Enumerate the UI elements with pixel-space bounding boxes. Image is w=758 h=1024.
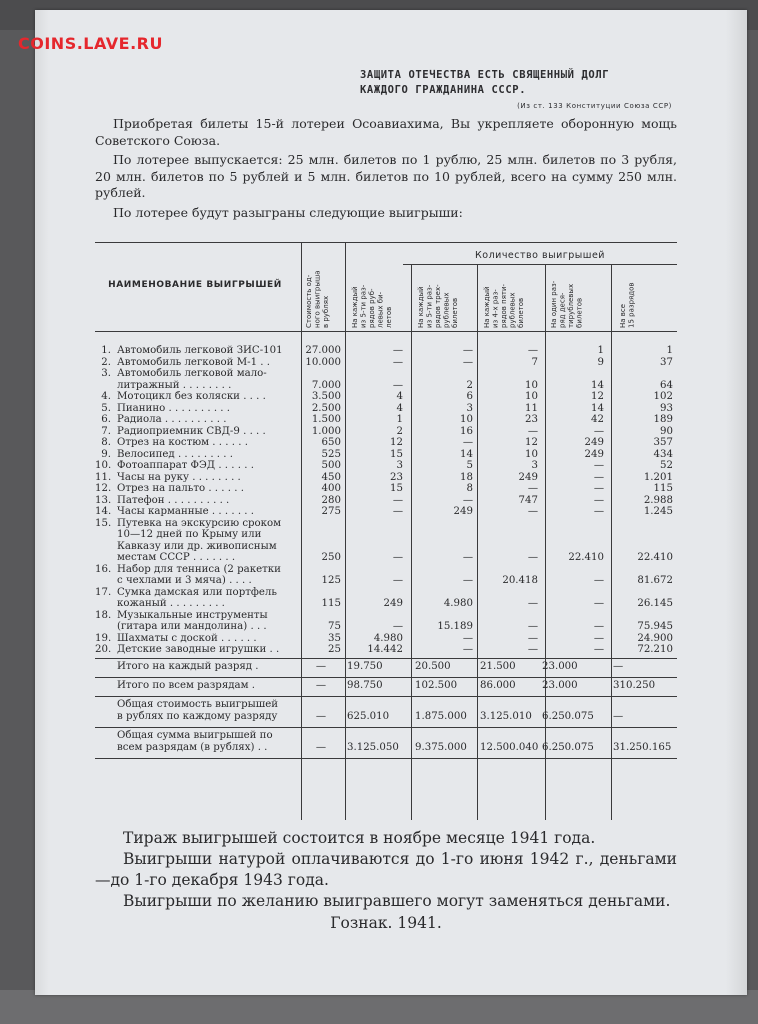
prize-count: 4.980	[373, 632, 403, 644]
prize-count: —	[462, 644, 473, 655]
prize-count-header: Количество выигрышей	[475, 250, 605, 261]
totals-top-rule	[95, 658, 677, 659]
prize-count: —	[593, 598, 604, 609]
prize-number: 8.	[101, 437, 111, 448]
total-row	[95, 730, 677, 757]
prize-row-line	[95, 621, 677, 633]
prize-number: 13.	[95, 494, 112, 506]
prize-row-line	[95, 529, 677, 541]
prize-count: 249	[584, 437, 604, 448]
total-value: 19.750	[347, 660, 383, 672]
prize-count: —	[527, 552, 538, 563]
prize-name: Радиола . . . . . . . . . .	[117, 414, 227, 425]
prize-cost: 75	[328, 621, 341, 632]
prize-row-line	[95, 380, 677, 392]
prize-count: 189	[653, 414, 673, 425]
prize-number: 3.	[101, 368, 111, 379]
prize-row-line	[95, 391, 677, 403]
count-subheader-2: На каждый из 5-ти раз- рядов трех- рублевых билетов	[417, 284, 459, 328]
prize-count: 1	[666, 345, 673, 356]
prize-number: 19.	[95, 632, 112, 644]
total-cost: —	[315, 660, 327, 672]
prize-cost: 525	[321, 448, 341, 460]
prize-count: —	[593, 494, 604, 506]
prize-row-line	[95, 414, 677, 426]
prize-count: 2	[466, 379, 473, 391]
prize-count: —	[593, 483, 604, 494]
prize-count: 3	[531, 460, 538, 471]
prize-count: —	[593, 575, 604, 586]
prize-row-line	[95, 368, 677, 380]
prize-count: 4	[396, 391, 403, 402]
cost-column-header: Стоимость од- ного выигрыша в рублях	[305, 270, 330, 328]
prize-count: —	[593, 644, 604, 655]
total-value: 23.000	[542, 679, 578, 691]
prize-name: кожаный . . . . . . . . .	[117, 598, 225, 609]
prize-number: 17.	[95, 586, 112, 598]
prize-cost: 35	[328, 632, 341, 644]
prize-count: 249	[453, 506, 473, 517]
prize-number: 6.	[101, 414, 111, 425]
prize-count: 14.442	[367, 644, 403, 655]
prize-count: 12	[591, 391, 604, 402]
prize-cost: 250	[321, 552, 341, 563]
prize-count: —	[462, 552, 473, 563]
prize-count: 7	[531, 356, 538, 368]
motto-source: (Из ст. 133 Конституции Союза ССР)	[517, 102, 672, 110]
total-value: 23.000	[542, 660, 578, 672]
total-value: 9.375.000	[415, 741, 467, 753]
prize-count: 1	[597, 345, 604, 356]
prize-cost: 500	[321, 460, 341, 471]
prize-number: 7.	[101, 425, 111, 437]
draw-date-text: Тираж выигрышей состоится в ноябре месяце 1941 года.	[123, 829, 596, 847]
prize-count: —	[392, 356, 403, 368]
prize-name: Велосипед . . . . . . . . .	[117, 448, 233, 460]
prize-name: Мотоцикл без коляски . . . .	[117, 391, 266, 402]
prize-name: Часы на руку . . . . . . . .	[117, 471, 241, 483]
prize-count: 10	[525, 379, 538, 391]
prize-count: 1.245	[643, 506, 673, 517]
background-bottom	[0, 990, 758, 1024]
prize-row-line	[95, 564, 677, 576]
prize-cost: 275	[321, 506, 341, 517]
prize-row-line	[95, 552, 677, 564]
count-subheader-3: На каждый из 4-х раз- рядов пяти- рублевых билетов	[483, 283, 525, 328]
payout-terms-text: Выигрыши натурой оплачиваются до 1-го июня 1942 г., деньгами—до 1-го декабря 1943 года.	[95, 850, 677, 889]
prize-count: 12	[525, 437, 538, 448]
prize-row-line	[95, 644, 677, 656]
prize-name: 10—12 дней по Крыму или	[117, 529, 262, 540]
prize-row-line	[95, 449, 677, 461]
prize-name: Автомобиль легковой мало-	[117, 368, 267, 379]
prize-count: —	[593, 621, 604, 632]
prize-count: 24.900	[637, 632, 673, 644]
total-value: 86.000	[480, 679, 516, 691]
count-subheader-5: На все 15 разрядов	[619, 282, 636, 328]
prize-count: —	[392, 494, 403, 506]
prize-count: 2	[396, 425, 403, 437]
prize-count: 37	[660, 356, 673, 368]
prize-count: —	[527, 644, 538, 655]
prize-count: 10	[460, 414, 473, 425]
prize-number: 10.	[95, 460, 112, 471]
total-value: 20.500	[415, 660, 451, 672]
prize-count: —	[392, 575, 403, 586]
prize-count: —	[527, 425, 538, 437]
printer-imprint: Гознак. 1941.	[330, 914, 442, 932]
prize-row-line	[95, 598, 677, 610]
prize-name: Часы карманные . . . . . . .	[117, 506, 255, 517]
total-value: 21.500	[480, 660, 516, 672]
prize-cost: 3.500	[311, 391, 341, 402]
total-row	[95, 661, 677, 676]
prize-cost: 1.000	[311, 425, 341, 437]
prize-cost: 125	[321, 575, 341, 586]
prize-count: 20.418	[502, 575, 538, 586]
prize-name: Патефон . . . . . . . . . .	[117, 494, 230, 506]
prize-count: 52	[660, 460, 673, 471]
prize-number: 2.	[101, 356, 111, 368]
intro-paragraph-1: Приобретая билеты 15-й лотереи Осоавиахима, Вы укрепляете оборонную мощь Советского Союза.	[95, 116, 677, 148]
prize-count: 64	[660, 379, 673, 391]
intro-paragraph-2: По лотерее выпускается: 25 млн. билетов по 1 рублю, 25 млн. билетов по 3 рубля, 20 млн. билетов по 5 рублей и 5 млн. билетов по 10 рублей, всего на сумму 250 млн. рублей.	[95, 152, 677, 200]
prize-count: —	[527, 506, 538, 517]
prize-name: Сумка дамская или портфель	[117, 586, 277, 598]
prize-count: 10	[525, 391, 538, 402]
prize-count: 18	[460, 471, 473, 483]
total-value: 625.010	[347, 710, 390, 722]
prize-name: Автомобиль легковой М-1 . .	[117, 356, 271, 368]
total-cost: —	[315, 710, 327, 722]
motto-line-1: ЗАЩИТА ОТЕЧЕСТВА ЕСТЬ СВЯЩЕННЫЙ ДОЛГ	[360, 69, 610, 81]
prize-count: 1	[396, 414, 403, 425]
header-bottom-rule	[95, 331, 677, 332]
prize-count: 72.210	[637, 644, 673, 655]
table-top-rule	[95, 242, 677, 243]
prize-count: —	[462, 632, 473, 644]
prize-name: местам СССР . . . . . . .	[117, 552, 236, 563]
total-row-rule	[95, 727, 677, 728]
prize-count: 16	[460, 425, 473, 437]
prize-count: 3	[396, 460, 403, 471]
motto-block	[360, 68, 690, 114]
prize-count: 1.201	[643, 471, 673, 483]
prize-row-line	[95, 633, 677, 645]
prize-name: Набор для тенниса (2 ракетки	[117, 563, 281, 575]
total-label: Итого на каждый разряд .	[117, 660, 259, 672]
prize-number: 5.	[101, 402, 111, 414]
prize-row-line	[95, 506, 677, 518]
prize-count: —	[392, 621, 403, 632]
total-label: Общая сумма выигрышей по всем разрядам (в рублях) . .	[117, 729, 273, 753]
prize-count: 11	[525, 402, 538, 414]
prize-name: Кавказу или др. живописным	[117, 540, 277, 552]
prize-count: 15	[390, 448, 403, 460]
prize-number: 18.	[95, 609, 112, 621]
prize-count: —	[462, 437, 473, 448]
prize-count: 249	[518, 471, 538, 483]
prize-count: 93	[660, 402, 673, 414]
prize-count: 249	[383, 598, 403, 609]
prize-count: 42	[591, 414, 604, 425]
prize-count: 81.672	[637, 575, 673, 586]
prize-count: —	[593, 632, 604, 644]
prize-row-line	[95, 403, 677, 415]
prize-count: —	[392, 379, 403, 391]
prize-count: 8	[466, 483, 473, 494]
prize-name: Детские заводные игрушки . .	[117, 644, 280, 655]
prize-cost: 7.000	[311, 379, 341, 391]
intro-text	[95, 116, 677, 221]
prize-count: 14	[591, 402, 604, 414]
intro-paragraph-3: По лотерее будут разыграны следующие выигрыши:	[113, 204, 463, 220]
prize-count: 434	[653, 448, 673, 460]
total-row	[95, 699, 677, 726]
count-subheader-1: На каждый из 5-ти раз- рядов руб- левых би- летов	[351, 284, 393, 328]
prize-number: 9.	[101, 448, 111, 460]
prize-row-line	[95, 541, 677, 553]
total-value: 98.750	[347, 679, 383, 691]
watermark: COINS.LAVE.RU	[18, 34, 163, 53]
total-value: 102.500	[415, 679, 458, 691]
prize-number: 12.	[95, 483, 112, 494]
prize-count: 14	[460, 448, 473, 460]
prize-count: 22.410	[637, 552, 673, 563]
cash-replacement-text: Выигрыши по желанию выигравшего могут заменяться деньгами.	[123, 892, 671, 910]
prize-number: 20.	[95, 644, 112, 655]
prize-count: 75.945	[637, 621, 673, 632]
prize-count: —	[462, 494, 473, 506]
total-value: 310.250	[613, 679, 656, 691]
prize-count: —	[462, 575, 473, 586]
prize-number: 14.	[95, 506, 112, 517]
prize-row-line	[95, 575, 677, 587]
prize-cost: 25	[328, 644, 341, 655]
prize-row-line	[95, 437, 677, 449]
footer-text	[95, 828, 677, 934]
total-value: 3.125.010	[480, 710, 532, 722]
prize-name: Музыкальные инструменты	[117, 609, 268, 621]
prize-count: 2.988	[643, 494, 673, 506]
prize-name: Фотоаппарат ФЭД . . . . . .	[117, 460, 254, 471]
prize-count: 23	[525, 414, 538, 425]
prize-name: Отрез на костюм . . . . . .	[117, 437, 248, 448]
total-value: —	[613, 660, 624, 672]
prize-count: 357	[653, 437, 673, 448]
prize-count: 12	[390, 437, 403, 448]
total-value: 6.250.075	[542, 710, 594, 722]
prize-count: —	[462, 345, 473, 356]
prize-cost: 650	[321, 437, 341, 448]
prize-count: 5	[466, 460, 473, 471]
prize-count: 23	[390, 471, 403, 483]
prize-count: —	[593, 471, 604, 483]
prize-number: 11.	[95, 471, 112, 483]
prize-cost: 115	[321, 598, 341, 609]
total-row-rule	[95, 758, 677, 759]
prize-count: 115	[653, 483, 673, 494]
prize-count: —	[527, 632, 538, 644]
prize-count: —	[593, 506, 604, 517]
prize-name: Отрез на пальто . . . . . .	[117, 483, 244, 494]
prize-number: 16.	[95, 563, 112, 575]
prize-cost: 450	[321, 471, 341, 483]
prize-name: Автомобиль легковой ЗИС-101	[117, 345, 283, 356]
prize-count: 747	[518, 494, 538, 506]
total-value: —	[613, 710, 624, 722]
count-subheader-4: На один раз- ряд деся- тирублевых билетов	[550, 280, 584, 328]
prize-name: Радиоприемник СВД-9 . . . .	[117, 425, 266, 437]
prize-count: 6	[466, 391, 473, 402]
prize-cost: 2.500	[311, 402, 341, 414]
prize-cost: 400	[321, 483, 341, 494]
prize-count: 4	[396, 402, 403, 414]
prize-count: 14	[591, 379, 604, 391]
total-row-rule	[95, 696, 677, 697]
prize-row-line	[95, 587, 677, 599]
total-label: Итого по всем разрядам .	[117, 679, 256, 691]
prize-count: —	[462, 356, 473, 368]
prize-count: 26.145	[637, 598, 673, 609]
prize-count: 15	[390, 483, 403, 494]
prize-row-line	[95, 345, 677, 357]
prize-cost: 10.000	[305, 356, 341, 368]
prize-count: 10	[525, 448, 538, 460]
total-value: 12.500.040	[480, 741, 539, 753]
total-row	[95, 680, 677, 695]
prize-row-line	[95, 472, 677, 484]
prize-name: Пианино . . . . . . . . . .	[117, 402, 231, 414]
motto-line-2: КАЖДОГО ГРАЖДАНИНА СССР.	[360, 84, 527, 96]
prize-number: 4.	[101, 391, 111, 402]
prize-count: 4.980	[443, 598, 473, 609]
prize-count: 90	[660, 425, 673, 437]
prize-cost: 1.500	[311, 414, 341, 425]
total-cost: —	[315, 741, 327, 753]
prize-count: 15.189	[437, 621, 473, 632]
prize-count: —	[392, 345, 403, 356]
total-row-rule	[95, 677, 677, 678]
prize-row-line	[95, 426, 677, 438]
prize-name: (гитара или мандолина) . . .	[117, 621, 267, 632]
prize-name: литражный . . . . . . . .	[117, 379, 232, 391]
total-value: 31.250.165	[613, 741, 672, 753]
prize-name: с чехлами и 3 мяча) . . . .	[117, 575, 252, 586]
prize-count: 102	[653, 391, 673, 402]
prize-row-line	[95, 357, 677, 369]
prize-row-line	[95, 483, 677, 495]
count-header-rule	[403, 264, 677, 265]
prize-count: —	[593, 425, 604, 437]
prize-count: 22.410	[568, 552, 604, 563]
total-value: 3.125.050	[347, 741, 399, 753]
total-value: 1.875.000	[415, 710, 467, 722]
prize-number: 1.	[101, 345, 111, 356]
prize-count: 249	[584, 448, 604, 460]
prize-table	[95, 242, 677, 820]
prize-row-line	[95, 610, 677, 622]
prize-count: —	[392, 506, 403, 517]
prize-name-header: НАИМЕНОВАНИЕ ВЫИГРЫШЕЙ	[108, 280, 282, 290]
prize-number: 15.	[95, 517, 112, 529]
total-value: 6.250.075	[542, 741, 594, 753]
prize-count: —	[527, 598, 538, 609]
prize-count: 3	[466, 402, 473, 414]
prize-count: —	[527, 621, 538, 632]
prize-name: Шахматы с доской . . . . . .	[117, 632, 257, 644]
prize-name: Путевка на экскурсию сроком	[117, 517, 282, 529]
total-label: Общая стоимость выигрышей в рублях по каждому разряду	[117, 698, 279, 722]
prize-count: —	[527, 483, 538, 494]
prize-row-line	[95, 495, 677, 507]
prize-row-line	[95, 460, 677, 472]
prize-cost: 280	[321, 494, 341, 506]
prize-cost: 27.000	[305, 345, 341, 356]
total-cost: —	[315, 679, 327, 691]
prize-count: —	[527, 345, 538, 356]
prize-count: —	[593, 460, 604, 471]
prize-count: —	[392, 552, 403, 563]
prize-row-line	[95, 518, 677, 530]
prize-count: 9	[597, 356, 604, 368]
